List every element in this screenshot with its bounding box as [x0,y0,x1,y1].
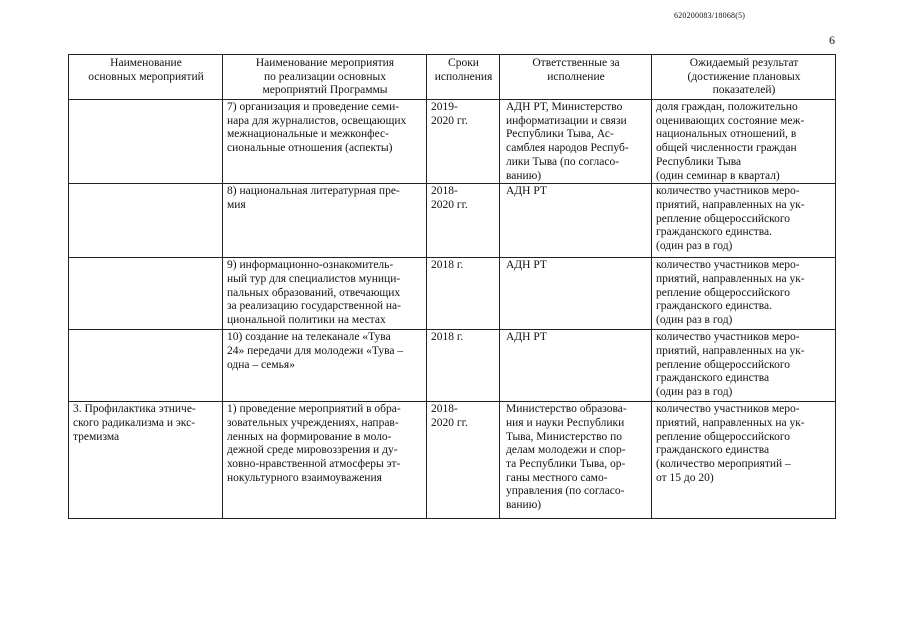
page-number: 6 [829,33,835,47]
cell-result: количество участников меро- приятий, направленных на ук- репление общероссийского гражданского единства. (один раз в год) [652,184,836,258]
header-main-activities: Наименование основных мероприятий [69,55,223,100]
table-row [69,330,836,402]
cell-main-activity: 3. Профилактика этниче- ского радикализма и экс- тремизма [69,402,223,519]
cell-responsible: Министерство образова- ния и науки Республики Тыва, Министерство по делам молодежи и спор- та Республики Тыва, ор- ганы местного само- управления (по согласо- ванию) [500,402,652,519]
cell-deadline: 2018- 2020 гг. [427,402,500,519]
cell-main-activity [69,330,223,402]
table-header-row [69,55,836,100]
cell-result: доля граждан, положительно оценивающих состояние меж- национальных отношений, в общей численности граждан Республики Тыва (один семинар в квартал) [652,100,836,184]
header-deadline: Сроки исполнения [427,55,500,100]
cell-responsible: АДН РТ [500,258,652,330]
cell-responsible: АДН РТ, Министерство информатизации и связи Республики Тыва, Ас- самблея народов Респуб- лики Тыва (по согласо- ванию) [500,100,652,184]
program-activities-table [68,54,836,519]
table-row [69,402,836,519]
cell-result: количество участников меро- приятий, направленных на ук- репление общероссийского гражданского единства. (один раз в год) [652,258,836,330]
cell-activity: 10) создание на телеканале «Тува 24» передачи для молодежи «Тува – одна – семья» [223,330,427,402]
header-activity-name: Наименование мероприятия по реализации основных мероприятий Программы [223,55,427,100]
cell-activity: 9) информационно-ознакомитель- ный тур для специалистов муници- пальных образований, отвечающих за реализацию государственной на- циональной политики на местах [223,258,427,330]
cell-main-activity [69,100,223,184]
cell-result: количество участников меро- приятий, направленных на ук- репление общероссийского гражданского единства (один раз в год) [652,330,836,402]
cell-activity: 1) проведение мероприятий в обра- зовательных учреждениях, направ- ленных на формирование в моло- дежной среде мировоззрения и ду- ховно-нравственной атмосферы эт- нокультурного взаимоуважения [223,402,427,519]
document-id: 620200083/18068(5) [674,11,746,20]
table-row [69,258,836,330]
cell-activity: 7) организация и проведение семи- нара для журналистов, освещающих межнациональные и межконфес- сиональные отношения (аспекты) [223,100,427,184]
header-responsible: Ответственные за исполнение [500,55,652,100]
cell-responsible: АДН РТ [500,330,652,402]
cell-main-activity [69,258,223,330]
cell-deadline: 2018 г. [427,330,500,402]
cell-deadline: 2019- 2020 гг. [427,100,500,184]
table-row [69,184,836,258]
cell-activity: 8) национальная литературная пре- мия [223,184,427,258]
cell-responsible: АДН РТ [500,184,652,258]
cell-result: количество участников меро- приятий, направленных на ук- репление общероссийского гражданского единства (количество мероприятий – от 15 до 20) [652,402,836,519]
cell-deadline: 2018- 2020 гг. [427,184,500,258]
cell-main-activity [69,184,223,258]
table-row [69,100,836,184]
header-expected-result: Ожидаемый результат (достижение плановых показателей) [652,55,836,100]
cell-deadline: 2018 г. [427,258,500,330]
